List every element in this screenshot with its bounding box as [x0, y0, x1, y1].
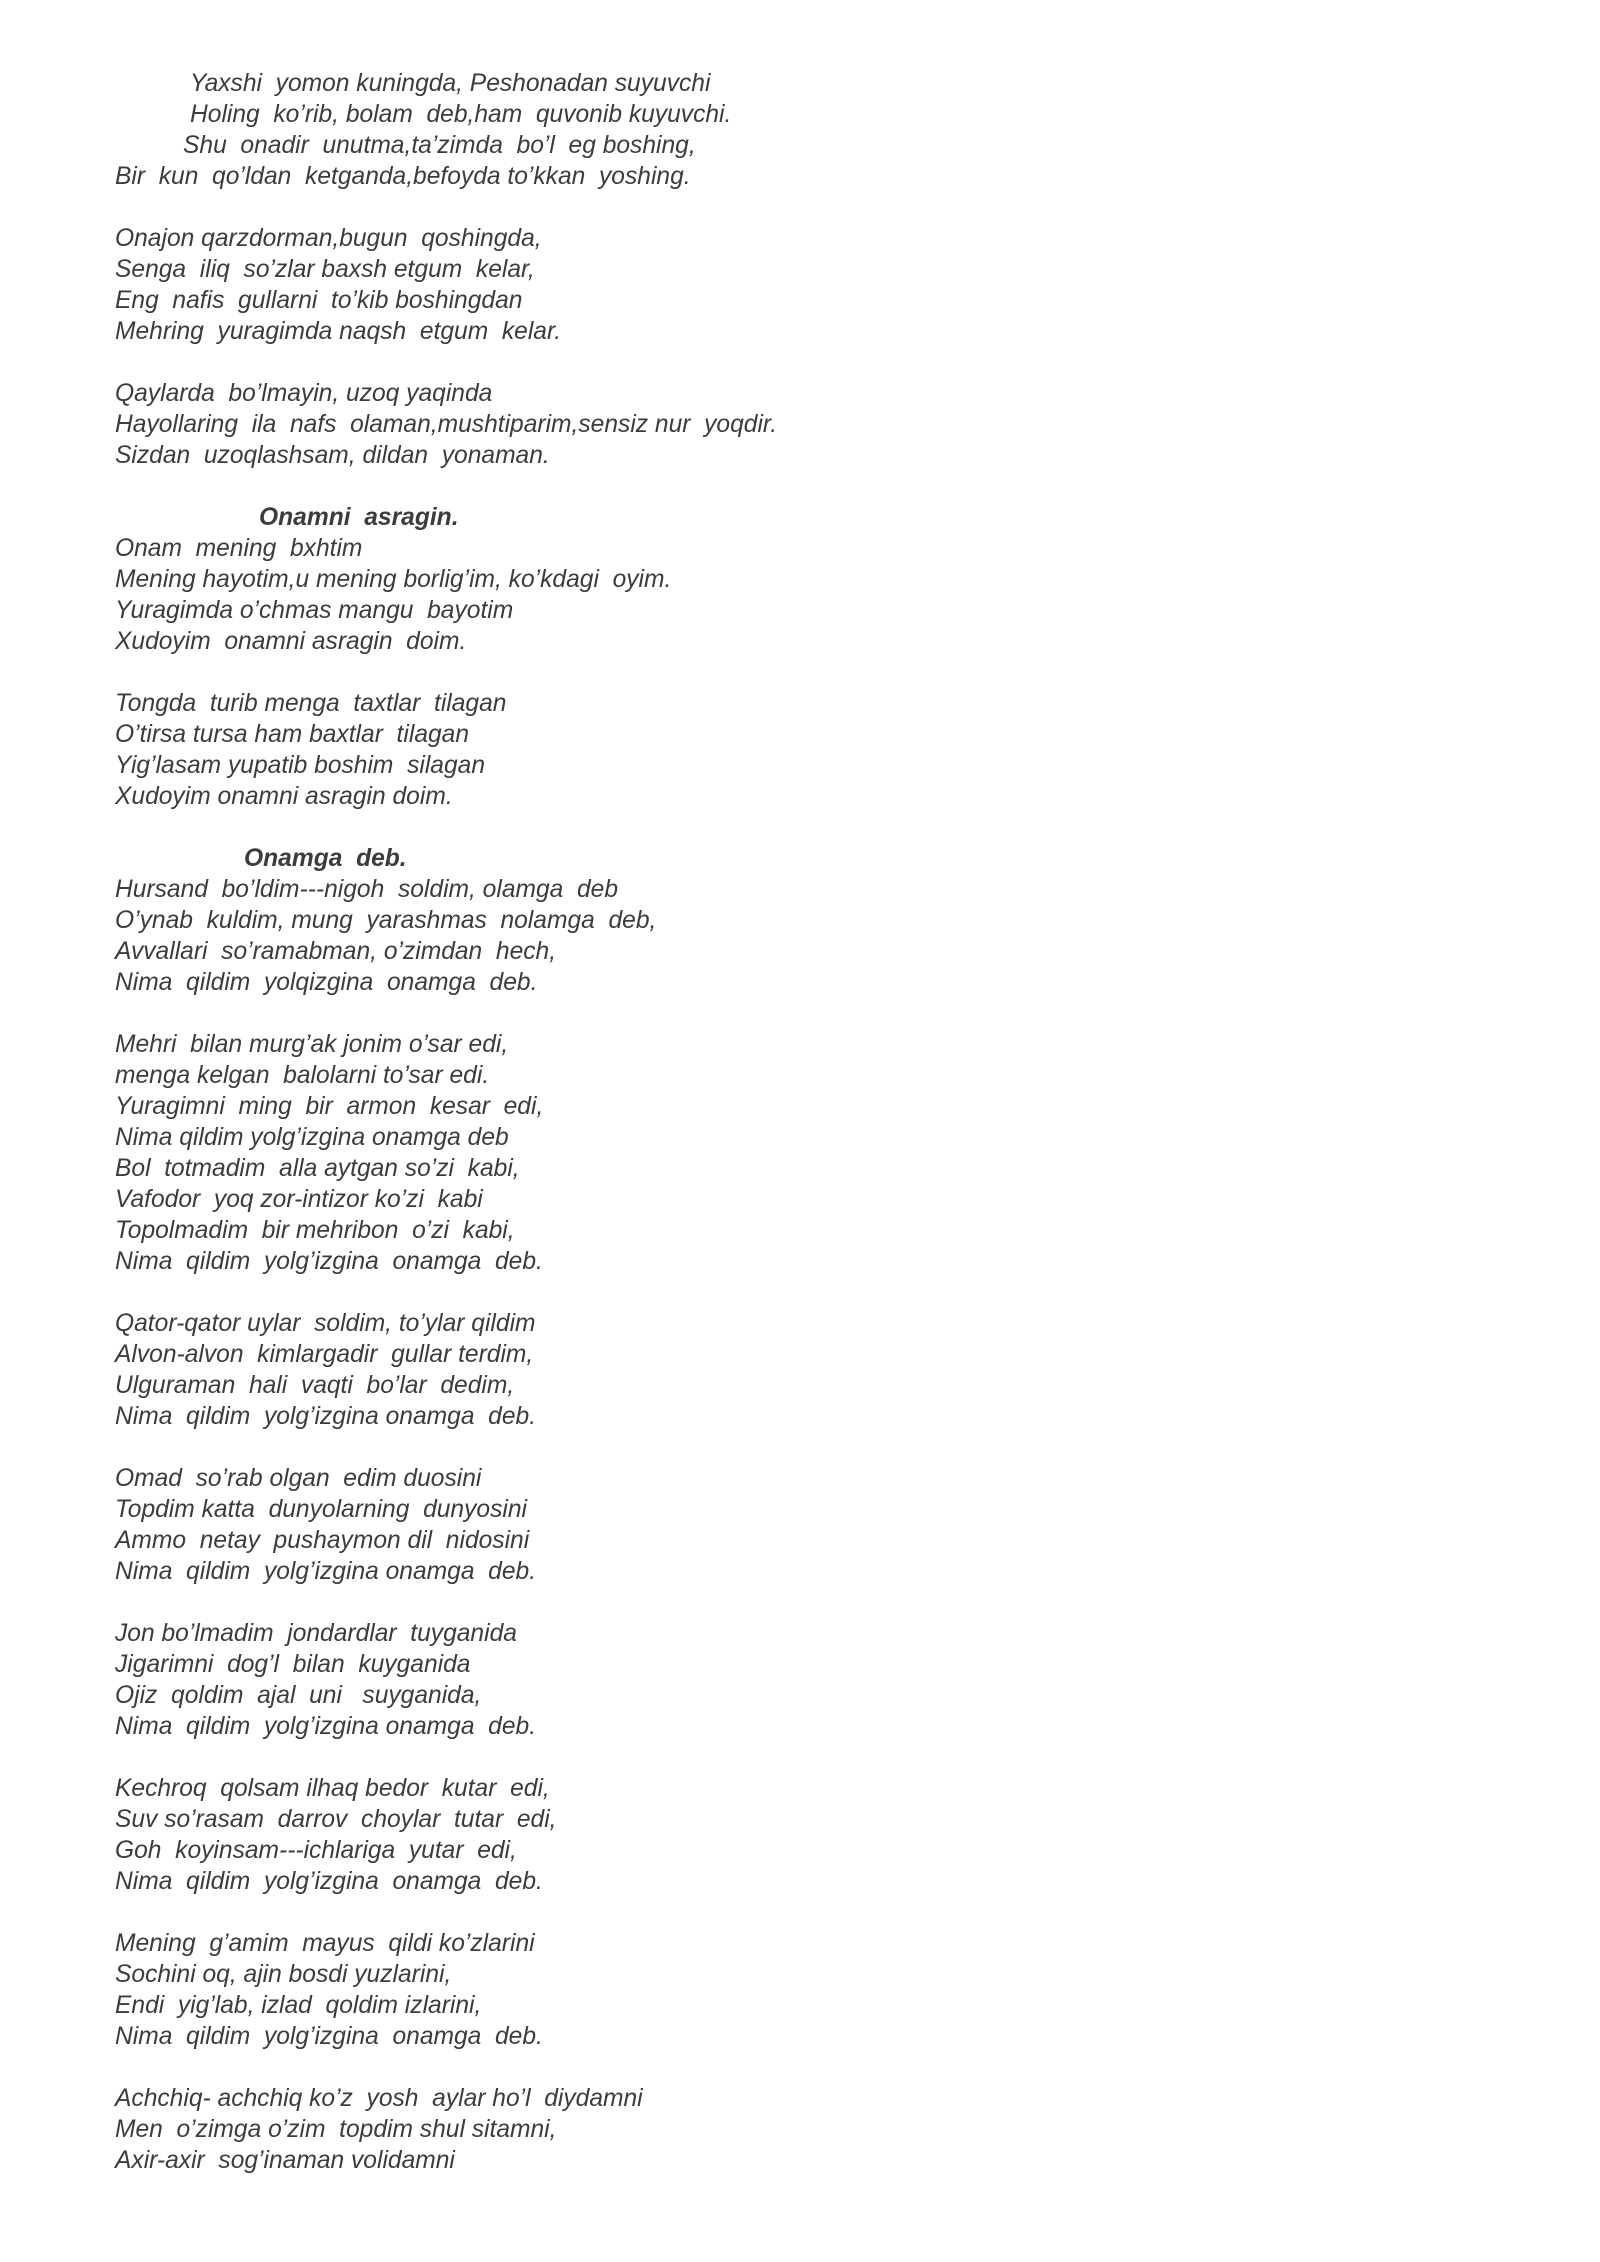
- stanza-gap: [115, 1897, 1515, 1928]
- poem-line: Omad so’rab olgan edim duosini: [115, 1465, 482, 1492]
- poem-line: Nima qildim yolg’izgina onamga deb.: [115, 1868, 543, 1895]
- stanza-gap: [115, 347, 1515, 378]
- stanza-gap: [115, 657, 1515, 688]
- stanza: [115, 223, 1515, 347]
- poem-line: Xudoyim onamni asragin doim.: [115, 783, 453, 810]
- stanza: [115, 1773, 1515, 1897]
- poem-line: Hayollaring ila nafs olaman,mushtiparim,sensiz nur yoqdir.: [115, 411, 778, 438]
- poem-line: Jon bo’lmadim jondardlar tuyganida: [115, 1620, 517, 1647]
- stanza: [115, 502, 1515, 657]
- poem-line: Topolmadim bir mehribon o’zi kabi,: [115, 1217, 515, 1244]
- poem-line: Sochini oq, ajin bosdi yuzlarini,: [115, 1961, 452, 1988]
- poem-line: Nima qildim yolqizgina onamga deb.: [115, 969, 538, 996]
- poem-line: Alvon-alvon kimlargadir gullar terdim,: [115, 1341, 534, 1368]
- poem-line: Eng nafis gullarni to’kib boshingdan: [115, 287, 523, 314]
- stanza-gap: [115, 192, 1515, 223]
- poem-line: Ammo netay pushaymon dil nidosini: [115, 1527, 530, 1554]
- poem-line: Xudoyim onamni asragin doim.: [115, 628, 467, 655]
- poem-line: Goh koyinsam---ichlariga yutar edi,: [115, 1837, 517, 1864]
- poem-line: Mening hayotim,u mening borlig’im, ko’kdagi oyim.: [115, 566, 672, 593]
- poem-line: Qaylarda bo’lmayin, uzoq yaqinda: [115, 380, 493, 407]
- poem-line: Vafodor yoq zor-intizor ko’zi kabi: [115, 1186, 483, 1213]
- poem-page: [115, 68, 1515, 2176]
- poem-line: Ulguraman hali vaqti bo’lar dedim,: [115, 1372, 515, 1399]
- poem-line: Mehring yuragimda naqsh etgum kelar.: [115, 318, 562, 345]
- poem-line: Senga iliq so’zlar baxsh etgum kelar,: [115, 256, 535, 283]
- poem-line: Nima qildim yolg’izgina onamga deb.: [115, 1403, 537, 1430]
- poem-line: Nima qildim yolg’izgina onamga deb.: [115, 1713, 537, 1740]
- stanza-gap: [115, 2052, 1515, 2083]
- poem-line: Nima qildim yolg’izgina onamga deb.: [115, 1248, 543, 1275]
- poem-line: Onam mening bxhtim: [115, 535, 363, 562]
- poem-line: Suv so’rasam darrov choylar tutar edi,: [115, 1806, 557, 1833]
- poem-line: Hursand bo’ldim---nigoh soldim, olamga deb: [115, 876, 619, 903]
- poem-line: Bir kun qo’ldan ketganda,befoyda to’kkan yoshing.: [115, 163, 691, 190]
- stanza: [115, 1618, 1515, 1742]
- stanza-gap: [115, 471, 1515, 502]
- poem-line: Mehri bilan murg’ak jonim o’sar edi,: [115, 1031, 509, 1058]
- poem-line: menga kelgan balolarni to’sar edi.: [115, 1062, 490, 1089]
- stanza: [115, 1463, 1515, 1587]
- poem-line: Sizdan uzoqlashsam, dildan yonaman.: [115, 442, 550, 469]
- poem-line: Kechroq qolsam ilhaq bedor kutar edi,: [115, 1775, 550, 1802]
- stanza: [115, 1308, 1515, 1432]
- stanza: [115, 378, 1515, 471]
- stanza: [115, 843, 1515, 998]
- poem-line: Jigarimni dog’l bilan kuyganida: [115, 1651, 471, 1678]
- poem-line: Bol totmadim alla aytgan so’zi kabi,: [115, 1155, 520, 1182]
- poem-line: O’tirsa tursa ham baxtlar tilagan: [115, 721, 470, 748]
- poem-line: Avvallari so’ramabman, o’zimdan hech,: [115, 938, 557, 965]
- poem-line: Yig’lasam yupatib boshim silagan: [115, 752, 486, 779]
- poem-line: Endi yig’lab, izlad qoldim izlarini,: [115, 1992, 482, 2019]
- poem-line: Yuragimni ming bir armon kesar edi,: [115, 1093, 544, 1120]
- poem-line: O’ynab kuldim, mung yarashmas nolamga deb,: [115, 907, 657, 934]
- poem-line: Mening g’amim mayus qildi ko’zlarini: [115, 1930, 535, 1957]
- stanza-gap: [115, 1742, 1515, 1773]
- poem-line: Men o’zimga o’zim topdim shul sitamni,: [115, 2116, 557, 2143]
- stanza-gap: [115, 1432, 1515, 1463]
- poem-line: Qator-qator uylar soldim, to’ylar qildim: [115, 1310, 536, 1337]
- poem-line: Nima qildim yolg’izgina onamga deb.: [115, 2023, 543, 2050]
- poem-line: Nima qildim yolg’izgina onamga deb.: [115, 1558, 537, 1585]
- poem-line: Onajon qarzdorman,bugun qoshingda,: [115, 225, 542, 252]
- poem-line: Shu onadir unutma,ta’zimda bo’l eg boshing,: [183, 132, 696, 159]
- poem-line: Axir-axir sog’inaman volidamni: [115, 2147, 455, 2174]
- stanza-gap: [115, 998, 1515, 1029]
- poem-line: Topdim katta dunyolarning dunyosini: [115, 1496, 527, 1523]
- poem-line: Achchiq- achchiq ko’z yosh aylar ho’l diydamni: [115, 2085, 643, 2112]
- stanza-gap: [115, 1277, 1515, 1308]
- stanza-gap: [115, 812, 1515, 843]
- poem-line: Nima qildim yolg’izgina onamga deb: [115, 1124, 509, 1151]
- stanza: [115, 1928, 1515, 2052]
- poem-line: Tongda turib menga taxtlar tilagan: [115, 690, 507, 717]
- poem-title: Onamga deb.: [244, 845, 407, 872]
- poem-line: Yuragimda o’chmas mangu bayotim: [115, 597, 514, 624]
- poem-line: Holing ko’rib, bolam deb,ham quvonib kuyuvchi.: [190, 101, 732, 128]
- stanza: [115, 68, 1515, 192]
- stanza: [115, 1029, 1515, 1277]
- poem-line: Ojiz qoldim ajal uni suyganida,: [115, 1682, 482, 1709]
- stanza: [115, 688, 1515, 812]
- stanza-gap: [115, 1587, 1515, 1618]
- poem-line: Yaxshi yomon kuningda, Peshonadan suyuvchi: [190, 70, 711, 97]
- poem-title: Onamni asragin.: [259, 504, 459, 531]
- stanza: [115, 2083, 1515, 2176]
